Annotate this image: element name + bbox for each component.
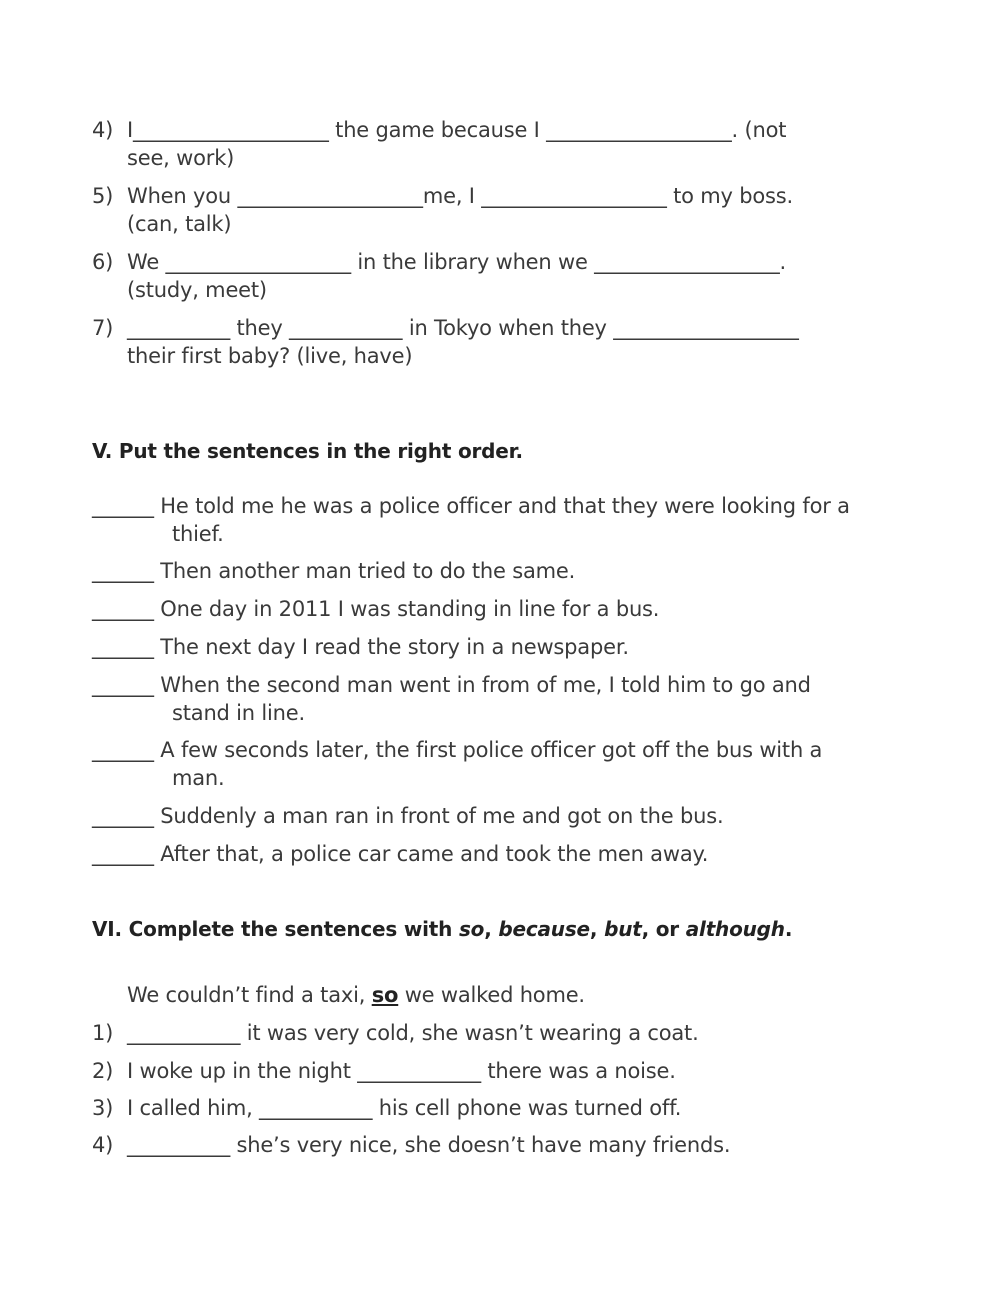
item-text: ___________ it was very cold, she wasn’t wearing a coat. (127, 1021, 699, 1045)
item-number: 7) (92, 316, 114, 340)
order-text: One day in 2011 I was standing in line for a bus. (160, 597, 660, 621)
order-blank: ______ (92, 804, 154, 828)
item-number: 5) (92, 184, 114, 208)
order-item-5-cont: stand in line. (172, 701, 305, 725)
complete-item-1 (92, 1019, 699, 1047)
order-blank: ______ (92, 559, 154, 583)
order-text: A few seconds later, the first police officer got off the bus with a (160, 738, 823, 762)
word-but: but (604, 917, 642, 941)
item-5-line1 (92, 182, 793, 210)
item-text: I___________________ the game because I __________________. (not (127, 118, 787, 142)
item-6-line1 (92, 248, 786, 276)
item-number: 6) (92, 250, 114, 274)
order-text: After that, a police car came and took the men away. (160, 842, 709, 866)
order-item-3 (92, 595, 659, 623)
example-sentence (92, 981, 585, 1009)
order-item-1 (92, 492, 850, 520)
item-6-line2: (study, meet) (127, 278, 267, 302)
item-7-line1 (92, 314, 799, 342)
order-blank: ______ (92, 494, 154, 518)
order-blank: ______ (92, 842, 154, 866)
complete-item-3 (92, 1094, 681, 1122)
item-number: 1) (92, 1021, 114, 1045)
section-6-heading (92, 915, 792, 943)
section-5-heading: V. Put the sentences in the right order. (92, 439, 523, 463)
order-item-2 (92, 557, 575, 585)
complete-item-2 (92, 1057, 676, 1085)
item-text: __________ they ___________ in Tokyo when they __________________ (127, 316, 799, 340)
order-item-6 (92, 736, 822, 764)
item-text: I called him, ___________ his cell phone was turned off. (127, 1096, 682, 1120)
word-although: although (685, 917, 785, 941)
order-item-1-cont: thief. (172, 522, 224, 546)
item-4-line2: see, work) (127, 146, 235, 170)
order-item-5 (92, 671, 811, 699)
item-text: __________ she’s very nice, she doesn’t have many friends. (127, 1133, 731, 1157)
item-text: We __________________ in the library when we __________________. (127, 250, 787, 274)
item-4-line1 (92, 116, 786, 144)
order-text: Suddenly a man ran in front of me and got on the bus. (160, 804, 724, 828)
complete-item-4 (92, 1131, 730, 1159)
word-so: so (458, 917, 485, 941)
order-blank: ______ (92, 673, 154, 697)
order-text: He told me he was a police officer and that they were looking for a (160, 494, 850, 518)
order-item-6-cont: man. (172, 766, 225, 790)
heading-sep: , (589, 917, 605, 941)
item-number: 3) (92, 1096, 114, 1120)
item-5-line2: (can, talk) (127, 212, 232, 236)
order-text: Then another man tried to do the same. (160, 559, 576, 583)
item-text: I woke up in the night ____________ there was a noise. (127, 1059, 676, 1083)
order-blank: ______ (92, 738, 154, 762)
item-number: 4) (92, 1133, 114, 1157)
example-after: we walked home. (398, 983, 585, 1007)
order-text: When the second man went in from of me, I told him to go and (160, 673, 811, 697)
heading-prefix: VI. Complete the sentences with (92, 917, 459, 941)
order-item-4 (92, 633, 629, 661)
order-text: The next day I read the story in a newspaper. (160, 635, 629, 659)
example-before: We couldn’t find a taxi, (127, 983, 372, 1007)
word-because: because (498, 917, 590, 941)
order-blank: ______ (92, 635, 154, 659)
item-7-line2: their first baby? (live, have) (127, 344, 413, 368)
example-answer: so (371, 983, 399, 1007)
heading-sep: , (484, 917, 499, 941)
heading-sep: , or (641, 917, 686, 941)
order-item-7 (92, 802, 723, 830)
order-item-8 (92, 840, 708, 868)
item-text: When you __________________me, I __________________ to my boss. (127, 184, 793, 208)
order-blank: ______ (92, 597, 154, 621)
item-number: 2) (92, 1059, 114, 1083)
heading-end: . (784, 917, 793, 941)
item-number: 4) (92, 118, 114, 142)
